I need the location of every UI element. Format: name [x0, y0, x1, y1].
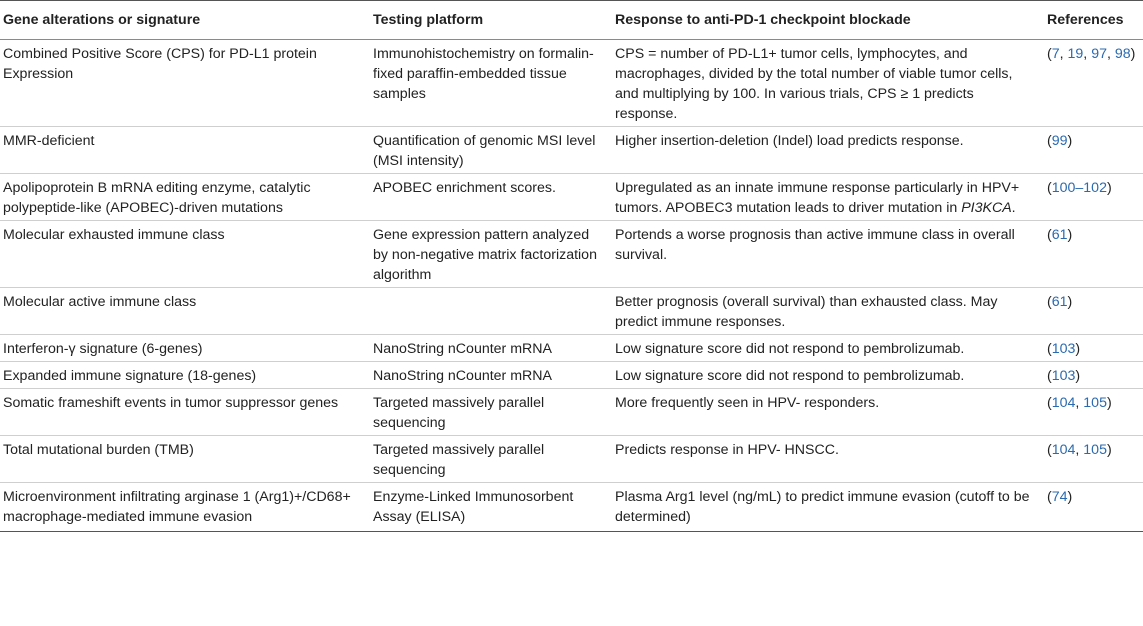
header-response: Response to anti-PD-1 checkpoint blockade	[612, 1, 1044, 40]
table-row	[0, 436, 1143, 483]
response-text: Low signature score did not respond to pembrolizumab.	[615, 341, 965, 357]
gene-cell: Molecular active immune class	[0, 288, 370, 335]
response-cell	[612, 483, 1044, 532]
references-cell: (99)	[1044, 127, 1143, 174]
table-row	[0, 335, 1143, 362]
response-text: Higher insertion-deletion (Indel) load predicts response.	[615, 133, 964, 149]
reference-link[interactable]: 61	[1051, 294, 1068, 310]
reference-link[interactable]: 61	[1051, 227, 1068, 243]
response-cell	[612, 174, 1044, 221]
platform-cell	[370, 288, 612, 335]
response-cell	[612, 389, 1044, 436]
reference-link[interactable]: 99	[1051, 133, 1068, 149]
response-cell	[612, 127, 1044, 174]
gene-cell: Expanded immune signature (18-genes)	[0, 362, 370, 389]
references-cell: (103)	[1044, 362, 1143, 389]
header-platform: Testing platform	[370, 1, 612, 40]
platform-cell: Targeted massively parallel sequencing	[370, 389, 612, 436]
references-cell: (61)	[1044, 221, 1143, 288]
reference-link[interactable]: 7	[1051, 46, 1060, 62]
references-cell: (103)	[1044, 335, 1143, 362]
gene-cell: Molecular exhausted immune class	[0, 221, 370, 288]
platform-cell: NanoString nCounter mRNA	[370, 362, 612, 389]
reference-link[interactable]: 100–102	[1051, 180, 1107, 196]
gene-cell: Apolipoprotein B mRNA editing enzyme, catalytic polypeptide-like (APOBEC)-driven mutations	[0, 174, 370, 221]
header-references: References	[1044, 1, 1143, 40]
platform-cell: Quantification of genomic MSI level (MSI intensity)	[370, 127, 612, 174]
references-cell: (7, 19, 97, 98)	[1044, 40, 1143, 127]
gene-cell: Somatic frameshift events in tumor suppressor genes	[0, 389, 370, 436]
platform-cell: NanoString nCounter mRNA	[370, 335, 612, 362]
reference-link[interactable]: 103	[1051, 341, 1076, 357]
response-cell	[612, 288, 1044, 335]
table-row	[0, 40, 1143, 127]
reference-link[interactable]: 105	[1083, 395, 1107, 411]
references-cell: (74)	[1047, 489, 1073, 505]
reference-link[interactable]: 98	[1114, 46, 1131, 62]
response-cell	[612, 335, 1044, 362]
response-text: Portends a worse prognosis than active immune class in overall survival.	[615, 227, 1015, 263]
response-tail: .	[1011, 200, 1016, 216]
response-cell	[612, 436, 1044, 483]
response-text: Predicts response in HPV- HNSCC.	[615, 442, 839, 458]
reference-link[interactable]: 105	[1083, 442, 1107, 458]
response-text: More frequently seen in HPV- responders.	[615, 395, 880, 411]
table-row	[0, 288, 1143, 335]
response-cell	[612, 362, 1044, 389]
gene-cell: Microenvironment infiltrating arginase 1 (Arg1)+/CD68+ macrophage-mediated immune evasion	[3, 489, 351, 525]
response-text: Upregulated as an innate immune response particularly in HPV+ tumors. APOBEC3 mutation leads to driver mutation in	[615, 180, 1020, 216]
reference-link[interactable]: 104	[1051, 395, 1076, 411]
response-cell	[612, 221, 1044, 288]
response-text: Plasma Arg1 level (ng/mL) to predict immune evasion (cutoff to be determined)	[615, 489, 1030, 525]
gene-cell: Interferon-γ signature (6-genes)	[0, 335, 370, 362]
platform-cell: APOBEC enrichment scores.	[370, 174, 612, 221]
response-text: Low signature score did not respond to pembrolizumab.	[615, 368, 965, 384]
gene-name-italic: PI3KCA	[961, 200, 1012, 216]
references-cell: (104, 105)	[1044, 389, 1143, 436]
gene-cell: Combined Positive Score (CPS) for PD-L1 protein Expression	[0, 40, 370, 127]
table-row	[0, 127, 1143, 174]
table-body	[0, 40, 1143, 532]
reference-link[interactable]: 19	[1067, 46, 1084, 62]
references-cell: (61)	[1044, 288, 1143, 335]
table-row	[0, 389, 1143, 436]
reference-link[interactable]: 97	[1091, 46, 1107, 62]
table-row	[0, 174, 1143, 221]
table-row	[0, 221, 1143, 288]
header-gene: Gene alterations or signature	[0, 1, 370, 40]
references-cell: (100–102)	[1044, 174, 1143, 221]
reference-link[interactable]: 74	[1051, 489, 1068, 505]
references-cell: (104, 105)	[1044, 436, 1143, 483]
platform-cell: Immunohistochemistry on formalin-fixed paraffin-embedded tissue samples	[370, 40, 612, 127]
platform-cell: Enzyme-Linked Immunosorbent Assay (ELISA)	[373, 489, 574, 525]
table-row	[0, 483, 1143, 532]
table-header	[0, 1, 1143, 40]
reference-link[interactable]: 104	[1051, 442, 1076, 458]
gene-cell: MMR-deficient	[0, 127, 370, 174]
response-cell	[612, 40, 1044, 127]
reference-link[interactable]: 103	[1051, 368, 1076, 384]
table-row	[0, 362, 1143, 389]
header-row	[0, 1, 1143, 40]
response-text: CPS = number of PD-L1+ tumor cells, lymphocytes, and macrophages, divided by the total number of viable tumor cells, and multiplying by 100. In various trials, CPS ≥ 1 predicts response.	[615, 46, 1013, 122]
gene-cell: Total mutational burden (TMB)	[0, 436, 370, 483]
platform-cell: Targeted massively parallel sequencing	[370, 436, 612, 483]
response-text: Better prognosis (overall survival) than exhausted class. May predict immune responses.	[615, 294, 998, 330]
platform-cell: Gene expression pattern analyzed by non-negative matrix factorization algorithm	[370, 221, 612, 288]
